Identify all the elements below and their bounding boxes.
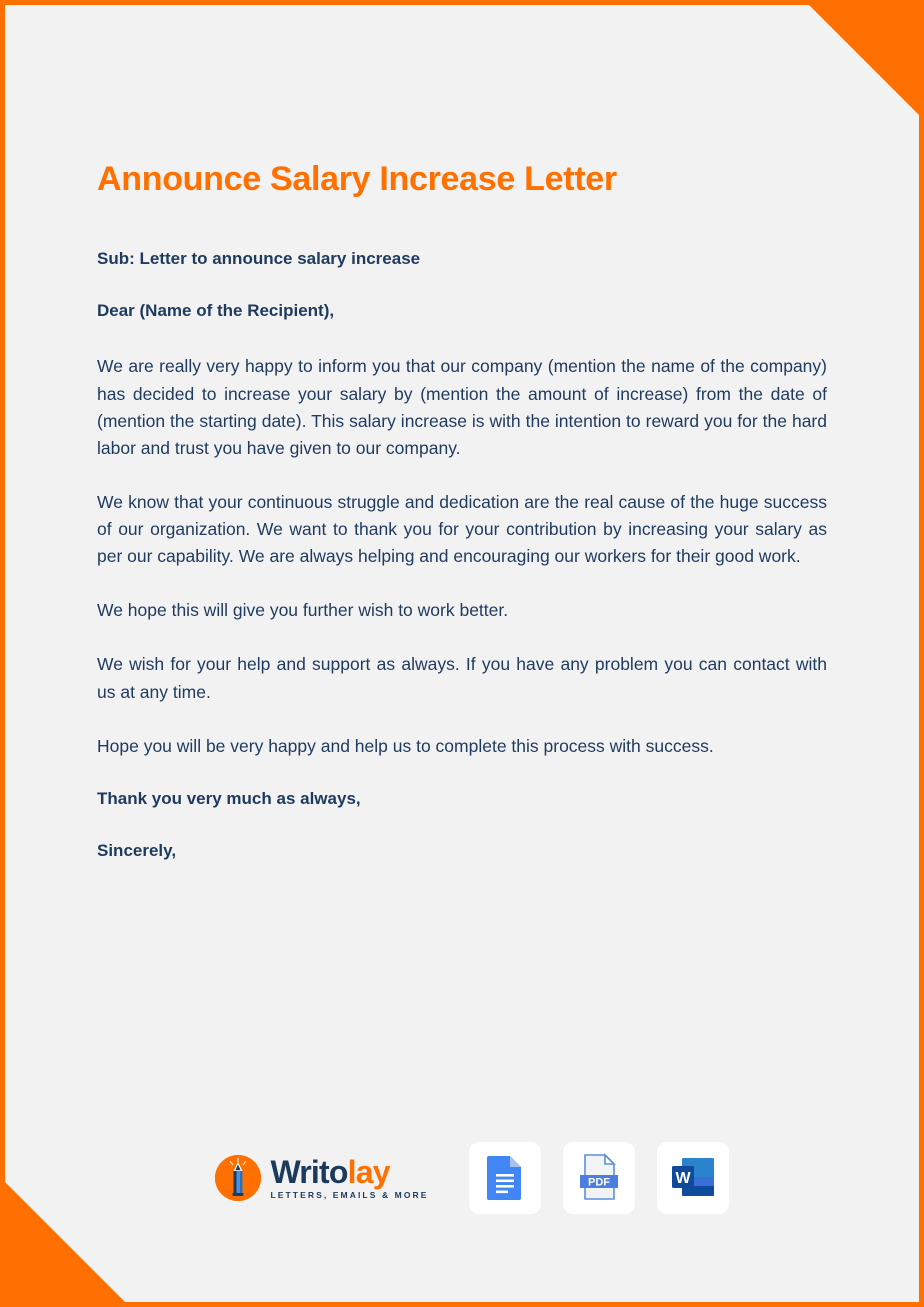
google-docs-icon <box>485 1154 525 1203</box>
svg-text:W: W <box>675 1169 691 1187</box>
page-title: Announce Salary Increase Letter <box>97 160 617 198</box>
download-format-buttons <box>469 1142 729 1214</box>
body-paragraph: We are really very happy to inform you that our company (mention the name of the company) has decided to increase your salary by (mention the amount of increase) from the date of (mention the starting date). This salary increase is with the intention to reward you for the hard labor and trust you have given to our company. <box>97 356 827 458</box>
download-word-button[interactable] <box>657 1142 729 1214</box>
letter-content <box>5 5 919 864</box>
microsoft-word-icon <box>670 1154 716 1203</box>
pdf-file-icon <box>578 1153 620 1204</box>
svg-text:PDF: PDF <box>587 1175 610 1188</box>
download-pdf-button[interactable] <box>563 1142 635 1214</box>
brand-name-part-2: lay <box>347 1154 390 1191</box>
subject-line: Sub: Letter to announce salary increase <box>97 249 421 269</box>
body-paragraph: We hope this will give you further wish to work better. <box>97 600 509 621</box>
body-paragraph: We wish for your help and support as always. If you have any problem you can contact with us at any time. <box>97 654 827 702</box>
signoff-line: Sincerely, <box>97 841 177 861</box>
brand-tagline: LETTERS, EMAILS & MORE <box>270 1190 429 1201</box>
brand-wordmark <box>270 1156 428 1200</box>
writolay-logo <box>215 1155 428 1201</box>
closing-line: Thank you very much as always, <box>97 788 361 808</box>
pencil-in-circle-icon <box>215 1155 261 1201</box>
brand-name <box>270 1154 428 1191</box>
footer <box>5 1142 919 1214</box>
body-paragraph: Hope you will be very happy and help us to complete this process with success. <box>97 735 714 756</box>
salutation: Dear (Name of the Recipient), <box>97 300 335 320</box>
body-paragraph: We know that your continuous struggle and dedication are the real cause of the huge success of our organization. We want to thank you for your contribution by increasing your salary as per our capability. We are always helping and encouraging our workers for their good work. <box>97 491 827 567</box>
brand-name-part-1: Writo <box>270 1154 348 1191</box>
download-google-docs-button[interactable] <box>469 1142 541 1214</box>
